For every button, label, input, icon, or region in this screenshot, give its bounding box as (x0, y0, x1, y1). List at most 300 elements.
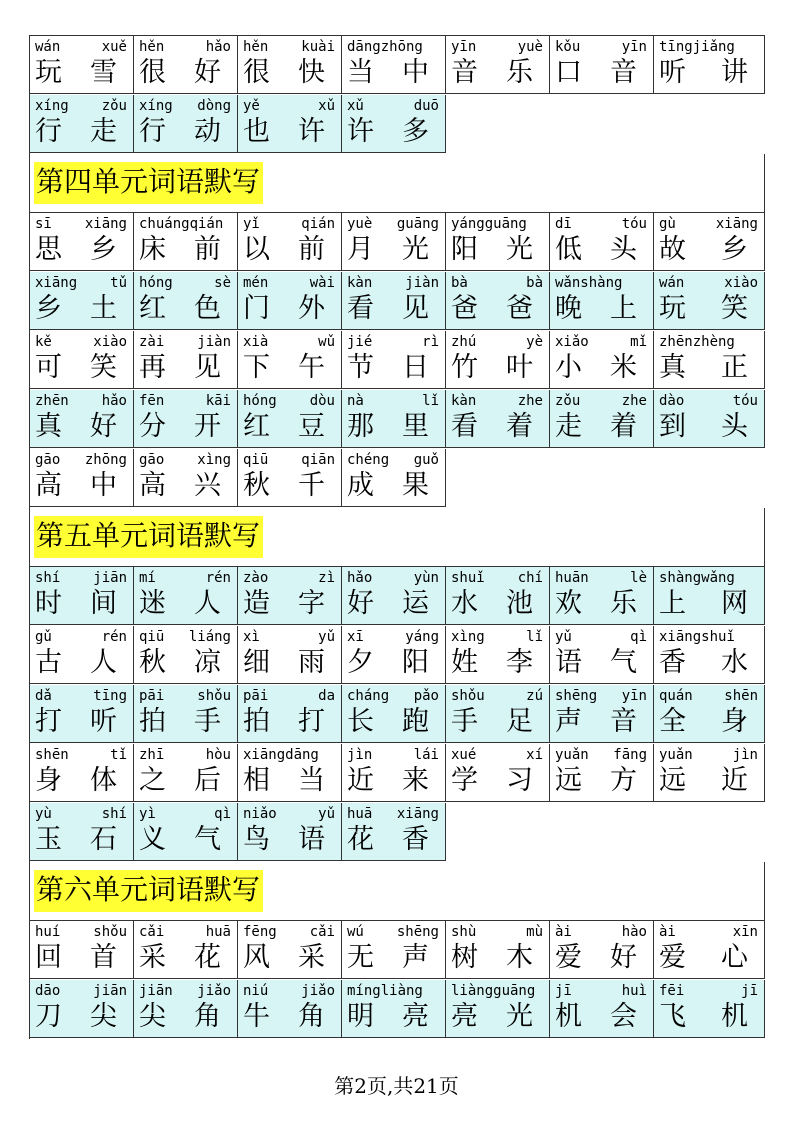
pinyin-syllable: jìn (347, 747, 373, 763)
word-cell (134, 36, 238, 94)
hanzi (446, 56, 549, 90)
word-cell (30, 36, 134, 94)
hanzi-char: 水 (451, 588, 478, 619)
pinyin (446, 744, 549, 764)
pinyin-syllable: tīng (93, 688, 127, 704)
pinyin (342, 626, 445, 646)
hanzi (238, 469, 341, 503)
unit-heading-row (30, 154, 765, 213)
pinyin-syllable: jiǎo (197, 983, 231, 999)
pinyin (134, 449, 237, 469)
hanzi (30, 941, 133, 975)
hanzi (134, 115, 237, 149)
vocab-table (29, 35, 765, 1039)
word-row (30, 744, 765, 803)
pinyin-syllable: hóng (139, 275, 173, 291)
pinyin-syllable: chí (517, 570, 543, 586)
word-cell (446, 685, 550, 743)
pinyin-syllable: chuángqián (139, 216, 224, 232)
hanzi (342, 469, 445, 503)
pinyin-syllable: da (318, 688, 335, 704)
hanzi (238, 351, 341, 385)
word-cell (342, 213, 446, 271)
pinyin-syllable: jiàn (405, 275, 439, 291)
pinyin-syllable: zhe (621, 393, 647, 409)
word-cell (550, 685, 654, 743)
pinyin-syllable: jiàn (197, 334, 231, 350)
hanzi (238, 764, 341, 798)
word-cell (134, 331, 238, 389)
hanzi (30, 587, 133, 621)
pinyin (342, 272, 445, 292)
hanzi-char: 阳 (451, 234, 478, 265)
pinyin (134, 567, 237, 587)
word-cell (30, 626, 134, 684)
pinyin (654, 921, 764, 941)
hanzi-char: 飞 (659, 1001, 686, 1032)
hanzi (550, 941, 653, 975)
pinyin-syllable: kě (35, 334, 52, 350)
hanzi-char: 打 (298, 706, 325, 737)
hanzi (238, 941, 341, 975)
pinyin (238, 449, 341, 469)
word-cell (446, 331, 550, 389)
hanzi (134, 705, 237, 739)
hanzi-char: 也 (243, 116, 270, 147)
hanzi-char: 好 (90, 411, 117, 442)
hanzi-char: 亮 (402, 1001, 429, 1032)
word-cell (342, 626, 446, 684)
hanzi (134, 292, 237, 326)
hanzi-char: 玩 (35, 57, 62, 88)
pinyin-syllable: jiǎo (301, 983, 335, 999)
hanzi (446, 233, 549, 267)
pinyin-syllable: dào (659, 393, 685, 409)
hanzi-char: 光 (506, 1001, 533, 1032)
pinyin-syllable: hóng (243, 393, 277, 409)
word-cell (134, 390, 238, 448)
hanzi-char: 真 (659, 352, 686, 383)
hanzi-char: 香 (402, 824, 429, 855)
hanzi-char: 明 (347, 1001, 374, 1032)
hanzi (342, 351, 445, 385)
hanzi (550, 410, 653, 444)
hanzi (342, 823, 445, 857)
hanzi (30, 56, 133, 90)
pinyin-syllable: xiāng (35, 275, 78, 291)
hanzi (134, 351, 237, 385)
hanzi-char: 风 (243, 942, 270, 973)
word-row (30, 449, 446, 508)
pinyin (446, 567, 549, 587)
hanzi-char: 爸 (506, 293, 533, 324)
word-cell (134, 272, 238, 330)
pinyin-syllable: huā (205, 924, 231, 940)
word-cell (446, 626, 550, 684)
hanzi (654, 292, 764, 326)
pinyin (550, 36, 653, 56)
hanzi-char: 兴 (194, 470, 221, 501)
pinyin (654, 744, 764, 764)
hanzi-char: 远 (555, 765, 582, 796)
hanzi-char: 秋 (243, 470, 270, 501)
hanzi (446, 587, 549, 621)
word-cell (342, 980, 446, 1038)
hanzi-char: 高 (139, 470, 166, 501)
hanzi-char: 玉 (35, 824, 62, 855)
hanzi-char: 豆 (298, 411, 325, 442)
pinyin (342, 390, 445, 410)
word-cell (238, 449, 342, 507)
hanzi-char: 玩 (659, 293, 686, 324)
hanzi-char: 小 (555, 352, 582, 383)
word-cell (134, 213, 238, 271)
pinyin-syllable: shēng (396, 924, 439, 940)
hanzi-char: 古 (35, 647, 62, 678)
pinyin-syllable: guāng (396, 216, 439, 232)
hanzi-char: 笑 (721, 293, 748, 324)
pinyin-syllable: yè (526, 334, 543, 350)
hanzi (342, 410, 445, 444)
pinyin (238, 36, 341, 56)
pinyin-syllable: xīn (732, 924, 758, 940)
word-cell (654, 390, 765, 448)
hanzi-char: 千 (298, 470, 325, 501)
word-cell (238, 272, 342, 330)
pinyin-syllable: tīngjiǎng (659, 39, 735, 55)
hanzi-char: 上 (659, 588, 686, 619)
hanzi-char: 会 (610, 1001, 637, 1032)
hanzi-char: 拍 (243, 706, 270, 737)
pinyin-syllable: zhōng (84, 452, 127, 468)
word-row (30, 567, 765, 626)
pinyin-syllable: xìng (451, 629, 485, 645)
word-cell (654, 331, 765, 389)
pinyin-syllable: mù (526, 924, 543, 940)
hanzi-char: 体 (90, 765, 117, 796)
hanzi-char: 角 (194, 1001, 221, 1032)
hanzi (134, 587, 237, 621)
pinyin (654, 980, 764, 1000)
hanzi-char: 乡 (35, 293, 62, 324)
pinyin-syllable: jiān (139, 983, 173, 999)
pinyin-syllable: jī (555, 983, 572, 999)
hanzi-char: 尖 (90, 1001, 117, 1032)
hanzi-char: 前 (298, 234, 325, 265)
pinyin (550, 213, 653, 233)
pinyin-syllable: pāi (243, 688, 269, 704)
pinyin (654, 272, 764, 292)
pinyin-syllable: yīn (621, 688, 647, 704)
word-cell (654, 921, 765, 979)
pinyin-syllable: cháng (347, 688, 390, 704)
pinyin (342, 803, 445, 823)
pinyin (30, 685, 133, 705)
pinyin (238, 95, 341, 115)
pinyin (238, 921, 341, 941)
pinyin-syllable: qì (214, 806, 231, 822)
hanzi-char: 动 (194, 116, 221, 147)
pinyin (342, 921, 445, 941)
pinyin-syllable: kàn (347, 275, 373, 291)
pinyin (342, 567, 445, 587)
word-cell (446, 390, 550, 448)
word-row (30, 272, 765, 331)
hanzi (238, 233, 341, 267)
hanzi (342, 941, 445, 975)
word-cell (238, 803, 342, 861)
pinyin-syllable: kǒu (555, 39, 581, 55)
pinyin-syllable: xǔ (347, 98, 364, 114)
hanzi-char: 阳 (402, 647, 429, 678)
hanzi (654, 764, 764, 798)
pinyin-syllable: yáng (405, 629, 439, 645)
pinyin (342, 685, 445, 705)
pinyin (30, 626, 133, 646)
pinyin-syllable: gāo (35, 452, 61, 468)
pinyin-syllable: shǒu (197, 688, 231, 704)
pinyin-syllable: ài (555, 924, 572, 940)
word-cell (30, 213, 134, 271)
hanzi (342, 764, 445, 798)
hanzi-char: 可 (35, 352, 62, 383)
hanzi-char: 网 (721, 588, 748, 619)
hanzi-char: 头 (610, 234, 637, 265)
hanzi-char: 声 (555, 706, 582, 737)
hanzi-char: 姓 (451, 647, 478, 678)
pinyin (446, 213, 549, 233)
pinyin-syllable: huì (621, 983, 647, 999)
hanzi (446, 410, 549, 444)
hanzi (446, 351, 549, 385)
pinyin-syllable: zhēn (35, 393, 69, 409)
hanzi (238, 1000, 341, 1034)
pinyin-syllable: qiū (243, 452, 269, 468)
hanzi-char: 成 (347, 470, 374, 501)
pinyin (550, 921, 653, 941)
hanzi-char: 乡 (721, 234, 748, 265)
hanzi-char: 头 (721, 411, 748, 442)
pinyin-syllable: quán (659, 688, 693, 704)
pinyin-syllable: yì (139, 806, 156, 822)
pinyin (446, 331, 549, 351)
pinyin-syllable: xíng (35, 98, 69, 114)
word-cell (550, 213, 654, 271)
pinyin-syllable: yángguāng (451, 216, 527, 232)
hanzi-char: 欢 (555, 588, 582, 619)
hanzi-char: 音 (610, 57, 637, 88)
hanzi (446, 1000, 549, 1034)
word-cell (550, 272, 654, 330)
word-cell (446, 272, 550, 330)
hanzi (30, 469, 133, 503)
hanzi-char: 长 (347, 706, 374, 737)
pinyin-syllable: kàn (451, 393, 477, 409)
pinyin-syllable: lǐ (526, 629, 543, 645)
pinyin-syllable: xiāng (715, 216, 758, 232)
word-cell (238, 331, 342, 389)
pinyin (30, 449, 133, 469)
hanzi (550, 351, 653, 385)
hanzi-char: 凉 (194, 647, 221, 678)
hanzi-char: 光 (506, 234, 533, 265)
pinyin-syllable: jìn (732, 747, 758, 763)
hanzi-char: 近 (347, 765, 374, 796)
pinyin-syllable: shēn (35, 747, 69, 763)
hanzi (30, 233, 133, 267)
word-cell (654, 213, 765, 271)
hanzi-char: 看 (347, 293, 374, 324)
pinyin (550, 626, 653, 646)
pinyin-syllable: xǔ (318, 98, 335, 114)
hanzi-char: 全 (659, 706, 686, 737)
hanzi-char: 走 (555, 411, 582, 442)
pinyin-syllable: chéng (347, 452, 390, 468)
hanzi (342, 1000, 445, 1034)
word-cell (238, 567, 342, 625)
pinyin-syllable: lè (630, 570, 647, 586)
word-cell (238, 921, 342, 979)
pinyin (238, 567, 341, 587)
word-cell (342, 921, 446, 979)
pinyin-syllable: xī (347, 629, 364, 645)
hanzi (30, 292, 133, 326)
hanzi (654, 410, 764, 444)
hanzi-char: 习 (506, 765, 533, 796)
pinyin-syllable: nà (347, 393, 364, 409)
pinyin-syllable: xiāng (396, 806, 439, 822)
hanzi-char: 近 (721, 765, 748, 796)
word-cell (654, 980, 765, 1038)
pinyin-syllable: shuǐ (451, 570, 485, 586)
pinyin (30, 567, 133, 587)
pinyin-syllable: dāngzhōng (347, 39, 423, 55)
unit-heading-row (30, 862, 765, 921)
word-cell (550, 390, 654, 448)
hanzi-char: 音 (610, 706, 637, 737)
word-cell (550, 921, 654, 979)
pinyin-syllable: hěn (243, 39, 269, 55)
pinyin (342, 36, 445, 56)
pinyin (238, 626, 341, 646)
hanzi-char: 走 (90, 116, 117, 147)
pinyin (134, 272, 237, 292)
pinyin (238, 980, 341, 1000)
hanzi (654, 941, 764, 975)
word-cell (238, 390, 342, 448)
pinyin-syllable: xì (243, 629, 260, 645)
pinyin-syllable: xiào (93, 334, 127, 350)
hanzi (654, 705, 764, 739)
pinyin-syllable: gù (659, 216, 676, 232)
word-row (30, 626, 765, 685)
pinyin (134, 980, 237, 1000)
hanzi-char: 那 (347, 411, 374, 442)
pinyin (30, 803, 133, 823)
word-cell (30, 921, 134, 979)
hanzi-char: 身 (35, 765, 62, 796)
pinyin-syllable: zǒu (555, 393, 581, 409)
hanzi-char: 日 (402, 352, 429, 383)
hanzi-char: 爱 (555, 942, 582, 973)
pinyin-syllable: dāo (35, 983, 61, 999)
pinyin-syllable: hǎo (205, 39, 231, 55)
pinyin-syllable: jiān (93, 983, 127, 999)
hanzi-char: 行 (139, 116, 166, 147)
word-cell (134, 449, 238, 507)
word-cell (134, 95, 238, 153)
word-cell (342, 685, 446, 743)
hanzi-char: 床 (139, 234, 166, 265)
hanzi (446, 705, 549, 739)
word-cell (30, 567, 134, 625)
hanzi-char: 香 (659, 647, 686, 678)
pinyin-syllable: qì (630, 629, 647, 645)
hanzi (550, 646, 653, 680)
pinyin (134, 803, 237, 823)
pinyin-syllable: liáng (188, 629, 231, 645)
word-cell (342, 567, 446, 625)
pinyin-syllable: yīn (621, 39, 647, 55)
pinyin-syllable: zǒu (101, 98, 127, 114)
word-cell (134, 567, 238, 625)
hanzi (654, 587, 764, 621)
pinyin (550, 390, 653, 410)
word-cell (550, 567, 654, 625)
word-cell (342, 331, 446, 389)
word-cell (30, 272, 134, 330)
pinyin-syllable: bà (526, 275, 543, 291)
pinyin-syllable: tǐ (110, 747, 127, 763)
pinyin-syllable: fēng (243, 924, 277, 940)
pinyin (550, 685, 653, 705)
hanzi-char: 再 (139, 352, 166, 383)
pinyin-syllable: kāi (205, 393, 231, 409)
pinyin-syllable: duō (413, 98, 439, 114)
hanzi-char: 树 (451, 942, 478, 973)
hanzi (30, 1000, 133, 1034)
hanzi-char: 故 (659, 234, 686, 265)
pinyin-syllable: fēn (139, 393, 165, 409)
word-cell (238, 95, 342, 153)
word-cell (342, 390, 446, 448)
pinyin-syllable: xíng (139, 98, 173, 114)
word-cell (550, 980, 654, 1038)
hanzi (550, 587, 653, 621)
hanzi (238, 646, 341, 680)
pinyin (238, 744, 341, 764)
word-cell (654, 685, 765, 743)
hanzi (30, 410, 133, 444)
pinyin-syllable: wán (35, 39, 61, 55)
pinyin-syllable: yuè (517, 39, 543, 55)
pinyin (30, 95, 133, 115)
hanzi-char: 中 (402, 57, 429, 88)
word-cell (654, 567, 765, 625)
word-cell (238, 980, 342, 1038)
hanzi (550, 764, 653, 798)
pinyin (654, 213, 764, 233)
word-cell (134, 980, 238, 1038)
hanzi-char: 行 (35, 116, 62, 147)
hanzi-char: 来 (402, 765, 429, 796)
word-cell (134, 685, 238, 743)
hanzi-char: 气 (610, 647, 637, 678)
hanzi-char: 讲 (721, 57, 748, 88)
hanzi-char: 爱 (659, 942, 686, 973)
pinyin-syllable: fēi (659, 983, 685, 999)
hanzi-char: 机 (555, 1001, 582, 1032)
